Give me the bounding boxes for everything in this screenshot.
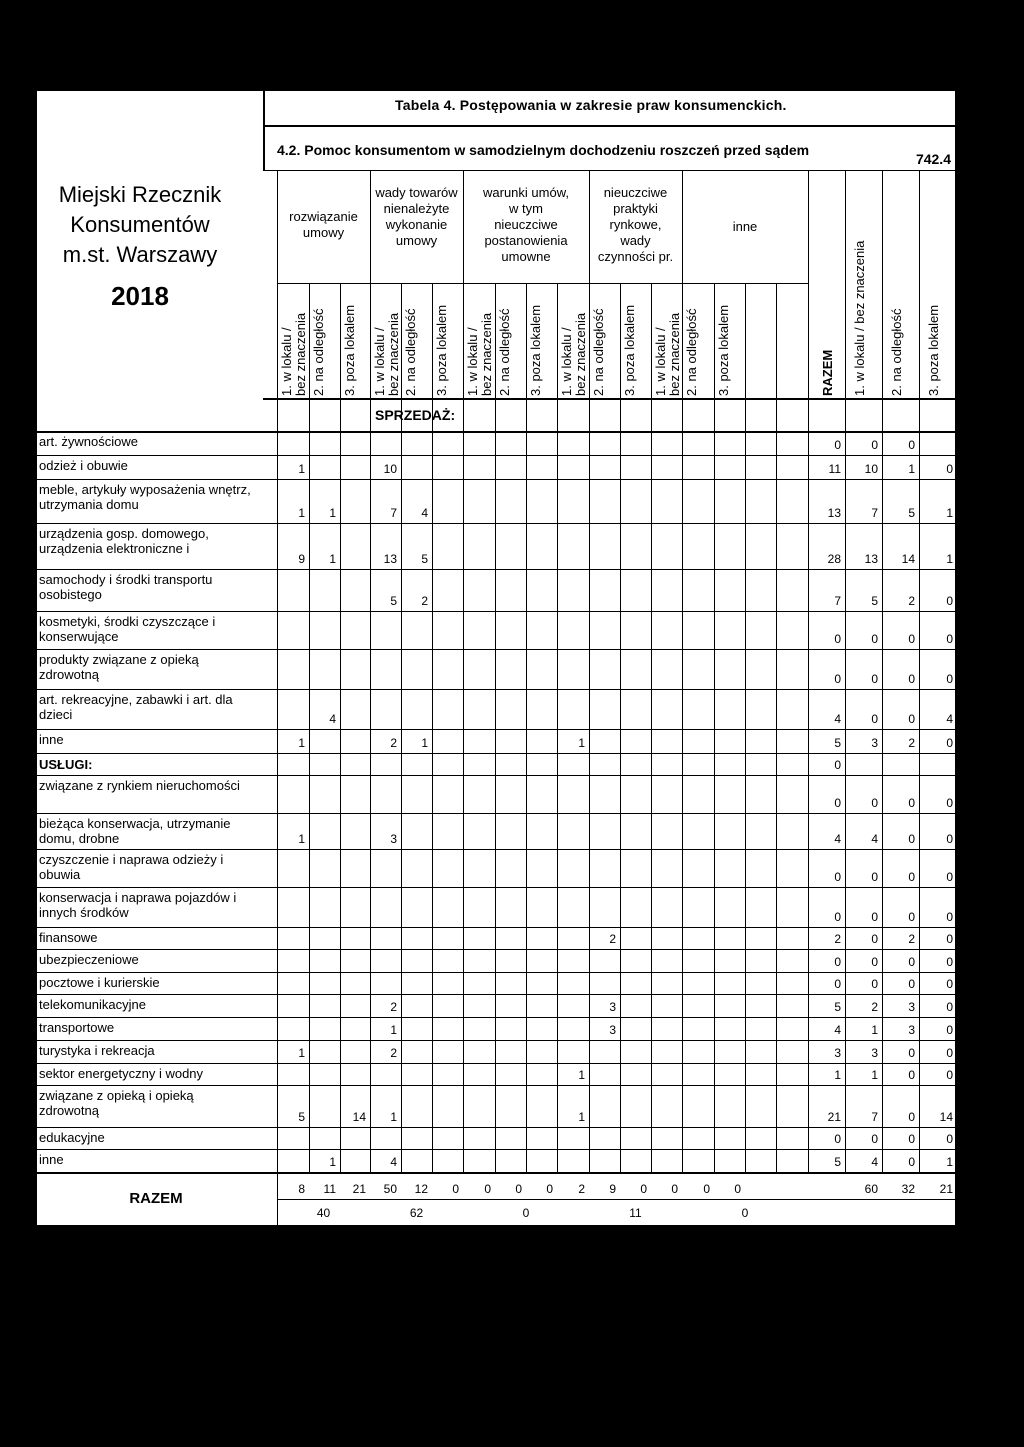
rule — [35, 887, 957, 888]
org-line-3: m.st. Warszawy — [62, 242, 218, 267]
rule — [35, 1063, 957, 1064]
total-cell: 13 — [864, 552, 878, 566]
rule — [776, 283, 777, 398]
rule — [277, 1199, 957, 1200]
table-cell: 2 — [421, 594, 428, 608]
razem-cell: 0 — [452, 1182, 459, 1196]
total-cell: 0 — [946, 796, 953, 810]
total-cell: 0 — [946, 1000, 953, 1014]
row-label: finansowe — [39, 930, 98, 945]
rule — [919, 170, 920, 398]
sum-subcol-header: 3. poza lokalem — [926, 304, 941, 396]
total-cell: 0 — [908, 1068, 915, 1082]
rule — [35, 479, 957, 480]
table-cell: 2 — [390, 1000, 397, 1014]
rule — [651, 283, 652, 398]
row-label: odzież i obuwie — [39, 458, 128, 473]
table-cell: 1 — [298, 506, 305, 520]
rule — [35, 1225, 957, 1227]
rule — [370, 398, 371, 1172]
subcol-header: 2. na odległość — [403, 308, 418, 396]
total-cell: 0 — [946, 1023, 953, 1037]
rule — [35, 1017, 957, 1018]
subcol-header: 3. poza lokalem — [622, 304, 637, 396]
rule — [370, 170, 371, 398]
table-cell: 5 — [390, 594, 397, 608]
row-label: art. rekreacyjne, zabawki i art. dla dzieci — [39, 692, 233, 722]
total-cell: 0 — [908, 438, 915, 452]
total-cell: 0 — [908, 832, 915, 846]
total-cell: 0 — [946, 594, 953, 608]
total-cell: 4 — [834, 712, 841, 726]
total-cell: 10 — [864, 462, 878, 476]
subcol-header: 1. w lokalu / bez znaczenia — [372, 312, 401, 396]
table-cell: 3 — [609, 1000, 616, 1014]
total-cell: 0 — [908, 955, 915, 969]
rule — [776, 398, 777, 1172]
razem-cell: 12 — [414, 1182, 428, 1196]
group-header-5: inne — [732, 219, 758, 234]
table-title: Tabela 4. Postępowania w zakresie praw konsumenckich. — [395, 97, 787, 113]
total-cell: 0 — [871, 438, 878, 452]
total-cell: 4 — [946, 712, 953, 726]
rule — [432, 398, 433, 1172]
subcol-header: 1. w lokalu / bez znaczenia — [653, 312, 682, 396]
total-cell: 0 — [908, 1132, 915, 1146]
rule — [35, 611, 957, 612]
table-cell: 1 — [329, 1155, 336, 1169]
razem-label: RAZEM — [129, 1190, 183, 1207]
rule — [35, 994, 957, 995]
rule — [277, 283, 808, 284]
rule — [35, 689, 957, 690]
total-cell: 1 — [834, 1068, 841, 1082]
total-cell: 0 — [946, 932, 953, 946]
total-cell: 0 — [946, 632, 953, 646]
subcol-header: 3. poza lokalem — [528, 304, 543, 396]
subcol-header: 2. na odległość — [591, 308, 606, 396]
table-subtitle: 4.2. Pomoc konsumentom w samodzielnym dochodzeniu roszczeń przed sądem — [277, 142, 810, 158]
total-cell: 0 — [946, 1046, 953, 1060]
total-cell: 0 — [946, 870, 953, 884]
subcol-header: 3. poza lokalem — [716, 304, 731, 396]
rule — [277, 170, 278, 398]
total-cell: 0 — [946, 736, 953, 750]
total-cell: 0 — [946, 672, 953, 686]
rule — [35, 1149, 957, 1150]
total-cell: 0 — [908, 1110, 915, 1124]
total-cell: 0 — [834, 977, 841, 991]
row-label: ubezpieczeniowe — [39, 952, 139, 967]
total-cell: 0 — [946, 955, 953, 969]
total-cell: 2 — [871, 1000, 878, 1014]
org-line-2: Konsumentów — [70, 212, 210, 237]
rule — [263, 398, 957, 400]
total-cell: 4 — [871, 832, 878, 846]
subcol-header: 2. na odległość — [497, 308, 512, 396]
rule — [35, 523, 957, 524]
subcol-header: 1. w lokalu / bez znaczenia — [465, 312, 494, 396]
rule — [463, 398, 464, 1172]
total-cell: 1 — [908, 462, 915, 476]
subcol-header: 3. poza lokalem — [434, 304, 449, 396]
razem-total: 32 — [901, 1182, 915, 1196]
total-cell: 7 — [871, 506, 878, 520]
razem-cell: 0 — [515, 1182, 522, 1196]
subcol-header: 3. poza lokalem — [342, 304, 357, 396]
rule — [557, 398, 558, 1172]
row-label: turystyka i rekreacja — [39, 1043, 155, 1058]
rule — [845, 170, 846, 398]
rule — [263, 125, 957, 127]
total-cell: 0 — [946, 910, 953, 924]
total-cell: 0 — [871, 1132, 878, 1146]
row-label: kosmetyki, środki czyszczące i konserwujące — [39, 614, 216, 644]
razem-total: 21 — [939, 1182, 953, 1196]
rule — [651, 398, 652, 1172]
total-cell: 4 — [871, 1155, 878, 1169]
total-cell: 11 — [828, 462, 841, 476]
total-cell: 0 — [834, 672, 841, 686]
section-sales: SPRZEDAŻ: — [375, 407, 456, 423]
rule — [401, 283, 402, 398]
total-cell: 0 — [908, 1046, 915, 1060]
total-cell: 14 — [901, 552, 915, 566]
rule — [620, 398, 621, 1172]
row-label: samochody i środki transportu osobistego — [39, 572, 213, 602]
total-cell: 2 — [834, 932, 841, 946]
rule — [35, 729, 957, 730]
total-cell: 4 — [834, 832, 841, 846]
table-cell: 5 — [298, 1110, 305, 1124]
razem-cell: 21 — [352, 1182, 366, 1196]
total-cell: 0 — [834, 910, 841, 924]
row-label: inne — [39, 1152, 64, 1167]
table-cell: 1 — [390, 1110, 397, 1124]
rule — [432, 283, 433, 398]
rule — [526, 283, 527, 398]
subcol-header: 1. w lokalu / bez znaczenia — [559, 312, 588, 396]
table-cell: 4 — [329, 712, 336, 726]
total-cell: 3 — [871, 736, 878, 750]
total-cell: 3 — [908, 1023, 915, 1037]
rule — [35, 927, 957, 928]
row-label: konserwacja i naprawa pojazdów i innych środków — [39, 890, 237, 920]
rule — [35, 753, 957, 754]
total-cell: 1 — [871, 1068, 878, 1082]
razem-group-total: 40 — [316, 1206, 331, 1220]
razem-group-total: 62 — [409, 1206, 424, 1220]
rule — [845, 398, 846, 1172]
table-code: 742.4 — [915, 151, 951, 167]
org-line-1: Miejski Rzecznik — [58, 182, 222, 207]
rule — [745, 398, 746, 1172]
total-cell: 0 — [871, 932, 878, 946]
row-label: produkty związane z opieką zdrowotną — [39, 652, 199, 682]
total-cell: 13 — [827, 506, 841, 520]
rule — [714, 283, 715, 398]
table-cell: 13 — [383, 552, 397, 566]
razem-cell: 11 — [323, 1182, 336, 1196]
rule — [35, 813, 957, 814]
total-cell: 0 — [946, 1132, 953, 1146]
row-label: związane z rynkiem nieruchomości — [39, 778, 240, 793]
total-cell: 7 — [834, 594, 841, 608]
table-cell: 1 — [329, 506, 336, 520]
table-cell: 10 — [383, 462, 397, 476]
razem-cell: 0 — [671, 1182, 678, 1196]
razem-group-total: 0 — [741, 1206, 749, 1220]
razem-group-total: 11 — [629, 1206, 642, 1220]
rule — [495, 283, 496, 398]
rule — [340, 283, 341, 398]
total-cell: 1 — [946, 552, 953, 566]
total-cell: 0 — [908, 977, 915, 991]
total-cell: 1 — [871, 1023, 878, 1037]
table-cell: 1 — [298, 832, 305, 846]
rule — [35, 649, 957, 650]
rule — [682, 398, 683, 1172]
total-cell: 21 — [827, 1110, 841, 1124]
total-cell: 1 — [946, 506, 953, 520]
total-cell: 5 — [834, 1000, 841, 1014]
razem-col-header: RAZEM — [820, 349, 835, 396]
razem-cell: 0 — [703, 1182, 710, 1196]
total-cell: 0 — [908, 796, 915, 810]
razem-cell: 0 — [734, 1182, 741, 1196]
rule — [35, 1172, 957, 1174]
total-cell: 7 — [871, 1110, 878, 1124]
total-cell: 0 — [871, 977, 878, 991]
total-cell: 5 — [834, 736, 841, 750]
table-cell: 3 — [609, 1023, 616, 1037]
row-label: czyszczenie i naprawa odzieży i obuwia — [39, 852, 224, 882]
subcol-header: 2. na odległość — [311, 308, 326, 396]
rule — [682, 170, 683, 398]
group-header-1: rozwiązanie umowy — [289, 209, 358, 240]
row-label: telekomunikacyjne — [39, 997, 146, 1012]
total-cell: 0 — [871, 870, 878, 884]
table-cell: 1 — [298, 1046, 305, 1060]
total-cell: 0 — [908, 1155, 915, 1169]
row-label: transportowe — [39, 1020, 115, 1035]
table-cell: 3 — [390, 832, 397, 846]
services-total: 0 — [834, 758, 841, 772]
table-cell: 1 — [578, 736, 585, 750]
table-cell: 1 — [390, 1023, 397, 1037]
razem-group-total: 0 — [522, 1206, 530, 1220]
total-cell: 0 — [871, 910, 878, 924]
rule — [340, 398, 341, 1172]
rule — [35, 1127, 957, 1128]
total-cell: 0 — [834, 955, 841, 969]
row-label: związane z opieką i opieką zdrowotną — [39, 1088, 194, 1118]
rule — [557, 283, 558, 398]
total-cell: 0 — [871, 796, 878, 810]
table-cell: 2 — [390, 1046, 397, 1060]
total-cell: 0 — [871, 632, 878, 646]
rule — [714, 398, 715, 1172]
razem-cell: 50 — [383, 1182, 397, 1196]
total-cell: 5 — [871, 594, 878, 608]
total-cell: 1 — [946, 1155, 953, 1169]
table-cell: 7 — [390, 506, 397, 520]
rule — [35, 1040, 957, 1041]
table-cell: 2 — [390, 736, 397, 750]
rule — [35, 849, 957, 850]
rule — [526, 398, 527, 1172]
total-cell: 0 — [908, 712, 915, 726]
row-label: pocztowe i kurierskie — [39, 975, 160, 990]
total-cell: 2 — [908, 736, 915, 750]
rule — [35, 455, 957, 456]
rule — [309, 283, 310, 398]
subcol-header: 2. na odległość — [684, 308, 699, 396]
group-header-3: warunki umów, w tym nieuczciwe postanowienia umowne — [483, 185, 569, 264]
group-header-2: wady towarów nienależyte wykonanie umowy — [375, 185, 458, 248]
rule — [401, 398, 402, 1172]
total-cell: 2 — [908, 594, 915, 608]
total-cell: 5 — [834, 1155, 841, 1169]
table-cell: 14 — [352, 1110, 366, 1124]
razem-cell: 2 — [578, 1182, 585, 1196]
table-cell: 9 — [298, 552, 305, 566]
table-cell: 1 — [329, 552, 336, 566]
row-label: urządzenia gosp. domowego, urządzenia elektroniczne i — [39, 526, 209, 556]
total-cell: 5 — [908, 506, 915, 520]
rule — [745, 283, 746, 398]
table-cell: 1 — [421, 736, 428, 750]
rule — [35, 89, 37, 1227]
table-cell: 5 — [421, 552, 428, 566]
total-cell: 0 — [908, 632, 915, 646]
table-cell: 1 — [578, 1110, 585, 1124]
total-cell: 0 — [834, 632, 841, 646]
row-label: art. żywnościowe — [39, 434, 138, 449]
sum-subcol-header: 1. w lokalu / bez znaczenia — [852, 240, 867, 396]
table-cell: 4 — [421, 506, 428, 520]
total-cell: 0 — [871, 712, 878, 726]
rule — [589, 170, 590, 398]
row-label: meble, artykuły wyposażenia wnętrz, utrzymania domu — [39, 482, 251, 512]
rule — [35, 431, 957, 433]
section-services: USŁUGI: — [39, 757, 93, 772]
total-cell: 0 — [946, 1068, 953, 1082]
total-cell: 0 — [908, 910, 915, 924]
rule — [955, 89, 957, 1227]
table-page — [35, 89, 957, 1227]
table-cell: 2 — [609, 932, 616, 946]
rule — [35, 775, 957, 776]
total-cell: 0 — [908, 870, 915, 884]
rule — [919, 398, 920, 1172]
razem-cell: 0 — [640, 1182, 647, 1196]
razem-cell: 0 — [484, 1182, 491, 1196]
rule — [277, 398, 278, 1172]
row-label: bieżąca konserwacja, utrzymanie domu, drobne — [39, 816, 231, 846]
rule — [463, 170, 464, 398]
sum-subcol-header: 2. na odległość — [889, 308, 904, 396]
total-cell: 28 — [827, 552, 841, 566]
table-cell: 1 — [298, 462, 305, 476]
rule — [35, 1085, 957, 1086]
row-label: sektor energetyczny i wodny — [39, 1066, 204, 1081]
total-cell: 0 — [834, 438, 841, 452]
razem-cell: 8 — [298, 1182, 305, 1196]
group-header-4: nieuczciwe praktyki rynkowe, wady czynności pr. — [597, 185, 674, 264]
razem-cell: 0 — [546, 1182, 553, 1196]
subcol-header: 1. w lokalu / bez znaczenia — [279, 312, 308, 396]
rule — [882, 398, 883, 1172]
row-label: edukacyjne — [39, 1130, 105, 1145]
total-cell: 4 — [834, 1023, 841, 1037]
table-cell: 1 — [578, 1068, 585, 1082]
rule — [495, 398, 496, 1172]
rule — [35, 569, 957, 570]
rule — [263, 89, 265, 171]
razem-total: 60 — [864, 1182, 878, 1196]
razem-cell: 9 — [609, 1182, 616, 1196]
total-cell: 0 — [946, 462, 953, 476]
total-cell: 0 — [834, 870, 841, 884]
rule — [808, 398, 809, 1172]
total-cell: 0 — [871, 672, 878, 686]
rule — [35, 949, 957, 950]
total-cell: 3 — [908, 1000, 915, 1014]
total-cell: 14 — [939, 1110, 953, 1124]
total-cell: 0 — [834, 1132, 841, 1146]
total-cell: 0 — [871, 955, 878, 969]
rule — [35, 972, 957, 973]
rule — [808, 170, 809, 398]
table-cell: 4 — [390, 1155, 397, 1169]
rule — [35, 89, 957, 91]
rule — [589, 398, 590, 1172]
total-cell: 2 — [908, 932, 915, 946]
table-cell: 1 — [298, 736, 305, 750]
rule — [263, 170, 957, 171]
report-year: 2018 — [111, 281, 169, 311]
row-label: inne — [39, 732, 64, 747]
total-cell: 3 — [834, 1046, 841, 1060]
rule — [620, 283, 621, 398]
rule — [882, 170, 883, 398]
total-cell: 0 — [834, 796, 841, 810]
total-cell: 3 — [871, 1046, 878, 1060]
total-cell: 0 — [946, 977, 953, 991]
rule — [309, 398, 310, 1172]
total-cell: 0 — [908, 672, 915, 686]
total-cell: 0 — [946, 832, 953, 846]
